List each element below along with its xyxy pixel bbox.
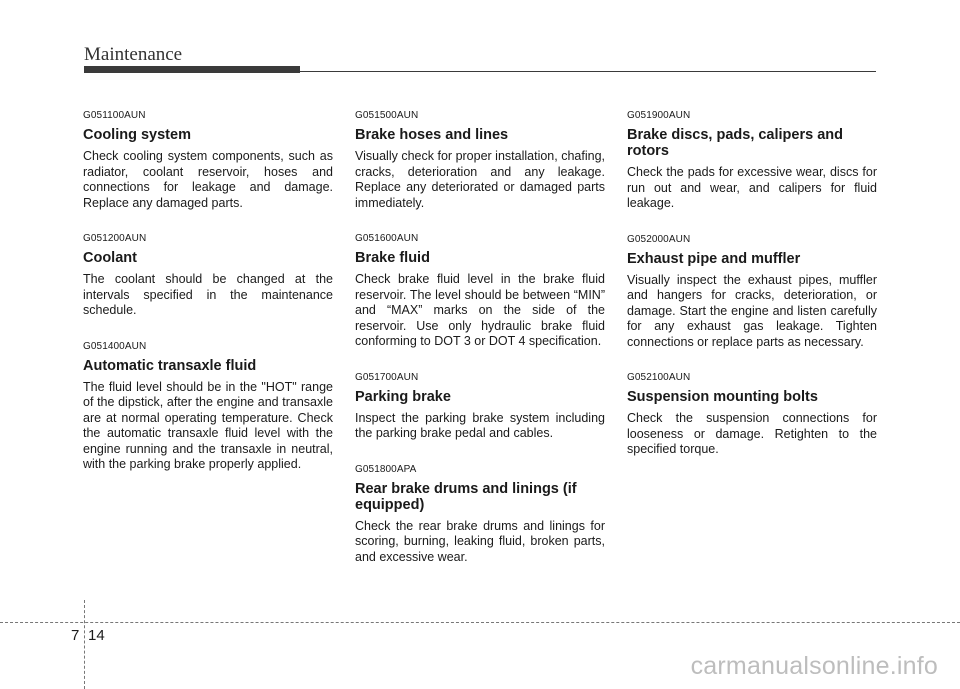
section-code: G051600AUN <box>355 233 419 244</box>
column-3 <box>627 110 877 480</box>
section-body: The fluid level should be in the "HOT" range of the dipstick, after the engine and transaxle are at normal operating temperature. Check the automatic transaxle fluid level with the engine running and the transaxle in neutral, with the parking brake properly applied. <box>83 379 333 471</box>
section-heading: Rear brake drums and linings (if equipped) <box>355 480 577 513</box>
page-number: 14 <box>88 627 105 644</box>
page-title: Maintenance <box>84 44 183 65</box>
section-body: Check the pads for excessive wear, discs for run out and wear, and calipers for fluid leakage. <box>627 165 877 210</box>
section-body: The coolant should be changed at the intervals specified in the maintenance schedule. <box>83 272 333 317</box>
section-heading: Brake fluid <box>355 250 430 266</box>
section-body: Check the suspension connections for looseness or damage. Retighten to the specified torque. <box>627 411 877 456</box>
section-code: G051700AUN <box>355 371 419 383</box>
header-bar <box>84 66 300 73</box>
section-body: Visually inspect the exhaust pipes, muffler and hangers for cracks, deterioration, or damage. Start the engine and listen carefully for any exhaust gas leakage. Tighten connections or replace parts as necessary. <box>627 272 877 349</box>
section-heading: Coolant <box>83 250 137 266</box>
section-code: G052000AUN <box>627 233 691 245</box>
section-heading: Brake discs, pads, calipers and rotors <box>627 127 843 159</box>
section-body: Check the rear brake drums and linings for scoring, burning, leaking fluid, broken parts, and excessive wear. <box>355 518 605 564</box>
section-code: G051900AUN <box>627 110 691 121</box>
section-body: Inspect the parking brake system including the parking brake pedal and cables. <box>355 410 605 440</box>
section-body: Check brake fluid level in the brake fluid reservoir. The level should be between “MIN” and “MAX” marks on the side of the reservoir. Use only hydraulic brake fluid conforming to DOT 3 or DOT 4 specification. <box>355 272 605 348</box>
section-code: G052100AUN <box>627 372 691 383</box>
section-code: G051500AUN <box>355 110 419 121</box>
section-code: G051200AUN <box>83 233 147 244</box>
section-rear-brake-drums <box>355 464 605 566</box>
section-suspension-bolts <box>627 372 877 458</box>
section-heading: Cooling system <box>83 127 191 143</box>
column-1 <box>83 110 333 495</box>
header-rule <box>300 71 876 72</box>
section-brake-fluid <box>355 233 605 350</box>
column-2 <box>355 110 605 587</box>
section-brake-hoses <box>355 110 605 211</box>
section-body: Check cooling system components, such as radiator, coolant reservoir, hoses and connections for leakage and damage. Replace any damaged parts. <box>83 149 333 210</box>
watermark-text: carmanualsonline.info <box>690 652 938 680</box>
section-code: G051400AUN <box>83 340 147 352</box>
section-automatic-transaxle-fluid <box>83 341 333 473</box>
section-heading: Brake hoses and lines <box>355 127 509 143</box>
section-heading: Parking brake <box>355 388 451 405</box>
section-exhaust-pipe <box>627 234 877 351</box>
section-cooling-system <box>83 110 333 211</box>
section-heading: Exhaust pipe and muffler <box>627 250 801 267</box>
chapter-number: 7 <box>71 627 80 644</box>
section-code: G051100AUN <box>83 110 146 121</box>
footer-dashed-rule <box>0 622 960 623</box>
section-heading: Suspension mounting bolts <box>627 389 818 405</box>
section-body: Visually check for proper installation, chafing, cracks, deterioration and any leakage. Replace any deteriorated or damaged parts immediately. <box>355 149 605 210</box>
section-brake-discs <box>627 110 877 212</box>
footer-dashed-divider <box>84 600 85 689</box>
section-coolant <box>83 233 333 319</box>
section-heading: Automatic transaxle fluid <box>83 357 257 374</box>
section-parking-brake <box>355 372 605 442</box>
section-code: G051800APA <box>355 463 417 475</box>
